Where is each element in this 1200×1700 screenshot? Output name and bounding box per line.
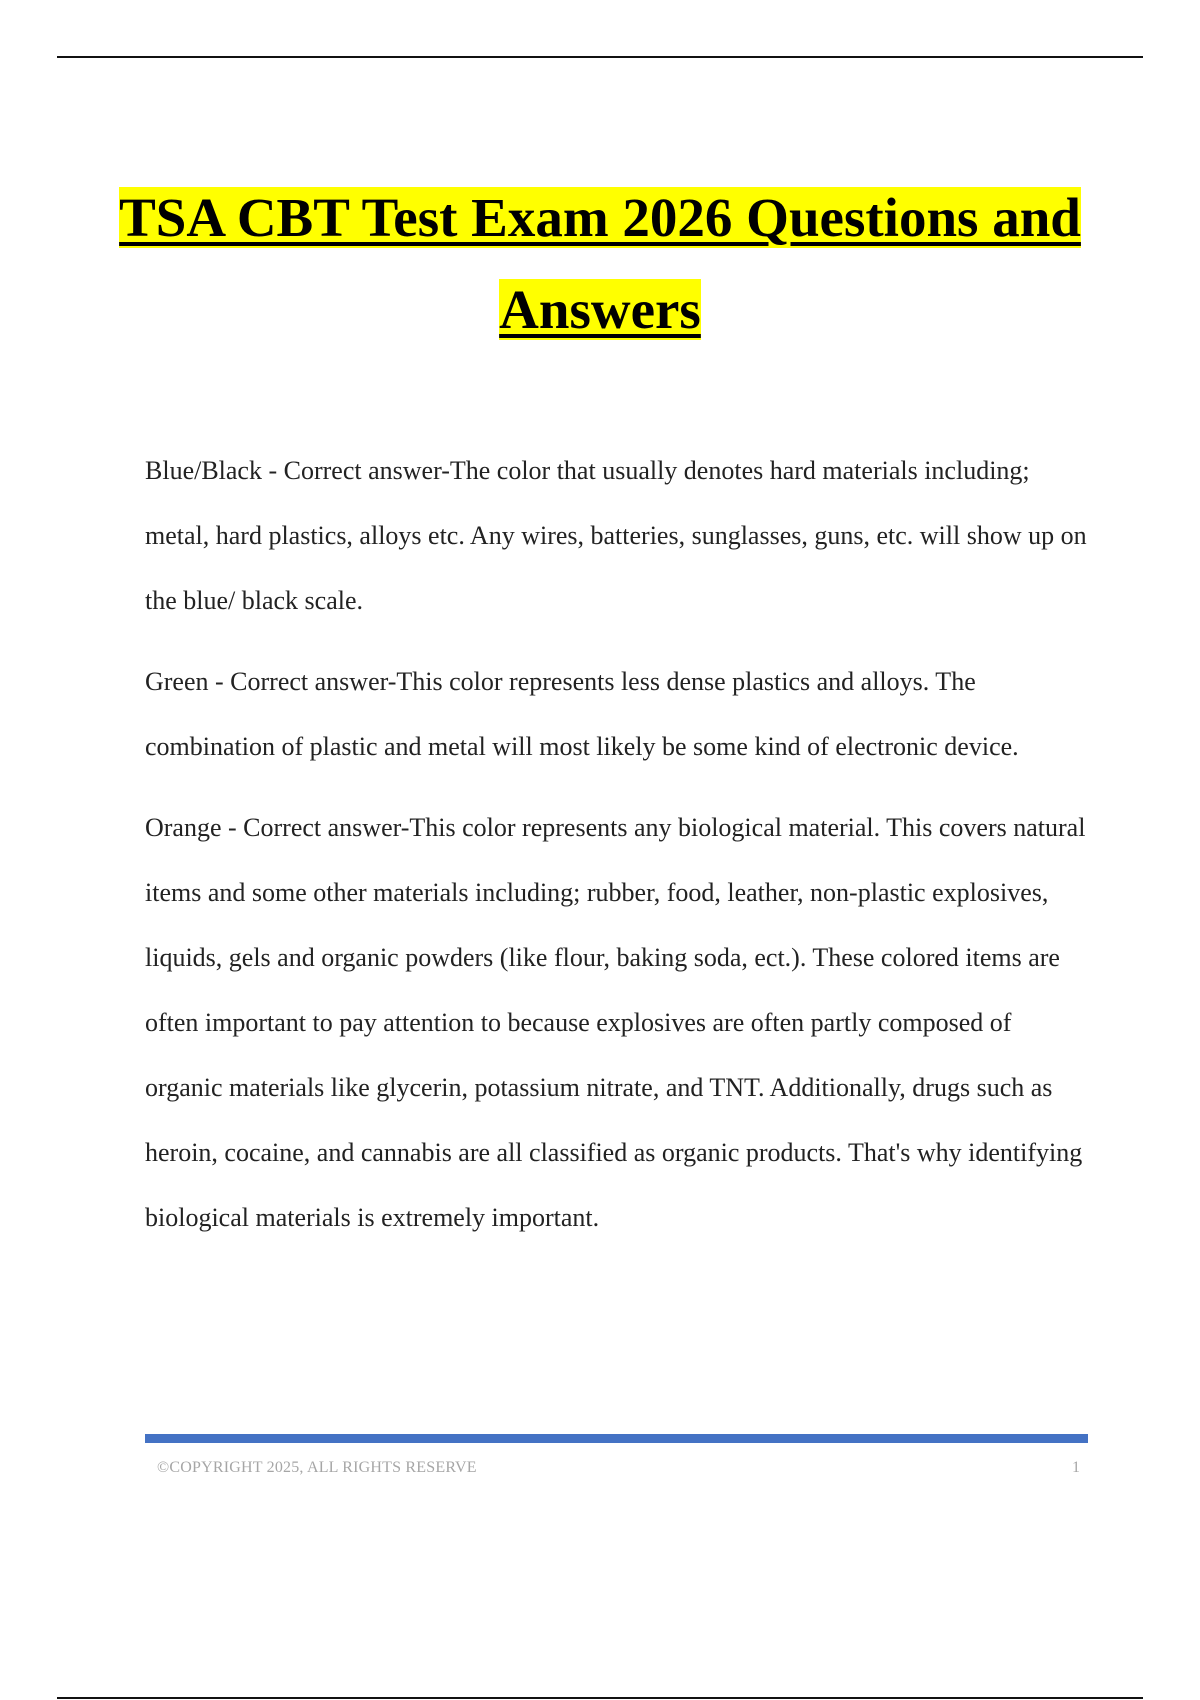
footer-bar xyxy=(145,1434,1088,1443)
page-title-text: TSA CBT Test Exam 2026 Questions and Answers xyxy=(119,187,1081,340)
bottom-rule xyxy=(57,1697,1143,1699)
top-rule xyxy=(57,56,1143,58)
page-title xyxy=(60,172,1140,356)
qa-entry-orange: Orange - Correct answer-This color represents any biological material. This covers natural items and some other materials including; rubber, food, leather, non-plastic explosives, liquids, gels and organic powders (like flour, baking soda, ect.). These colored items are often important to pay attention to because explosives are often partly composed of organic materials like glycerin, potassium nitrate, and TNT. Additionally, drugs such as heroin, cocaine, and cannabis are all classified as organic products. That's why identifying biological materials is extremely important. xyxy=(145,813,1086,1232)
qa-entry-green: Green - Correct answer-This color represents less dense plastics and alloys. The combination of plastic and metal will most likely be some kind of electronic device. xyxy=(145,667,1019,761)
footer-copyright: ©COPYRIGHT 2025, ALL RIGHTS RESERVE xyxy=(157,1459,477,1476)
qa-entry-blue-black: Blue/Black - Correct answer-The color that usually denotes hard materials including; metal, hard plastics, alloys etc. Any wires, batteries, sunglasses, guns, etc. will show up on the blue/ black scale. xyxy=(145,456,1087,615)
qa-list xyxy=(145,438,1095,1266)
footer-page-number: 1 xyxy=(1072,1459,1080,1476)
